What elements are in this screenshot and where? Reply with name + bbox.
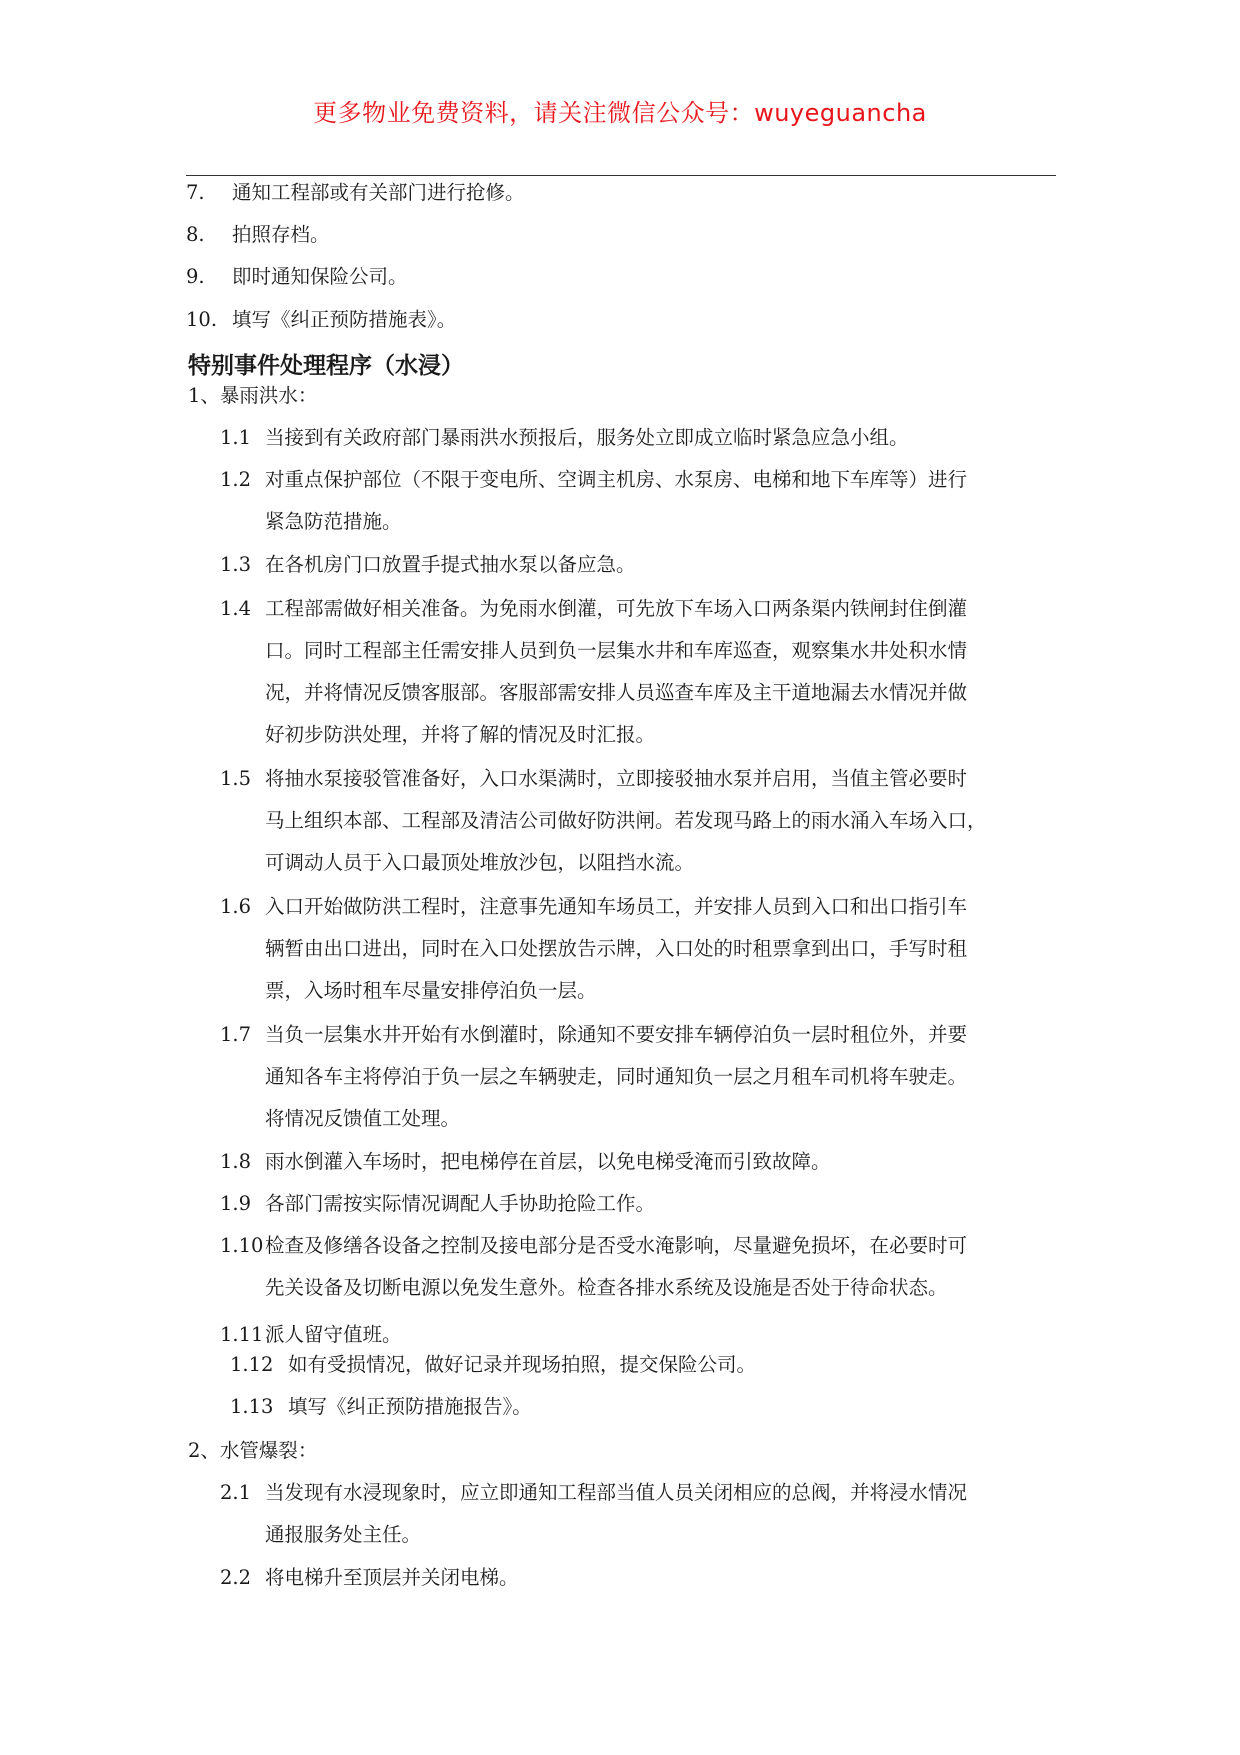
item-text: 填写《纠正预防措施报告》。 [288,1395,532,1418]
list-text: 即时通知保险公司。 [232,265,408,288]
list-item [220,1233,967,1259]
list-item [220,596,967,622]
item-text: 各部门需按实际情况调配人手协助抢险工作。 [265,1192,656,1215]
item-text-continued: 先关设备及切断电源以免发生意外。检查各排水系统及设施是否处于待命状态。 [265,1276,948,1299]
item-text-continued: 况，并将情况反馈客服部。客服部需安排人员巡查车库及主干道地漏去水情况并做 [265,681,968,704]
item-text-continued: 辆暂由出口进出，同时在入口处摆放告示牌，入口处的时租票拿到出口，手写时租 [265,937,968,960]
list-item [220,1565,519,1591]
item-number: 1.13 [230,1395,274,1418]
list-item [186,180,525,206]
item-number: 1.2 [220,468,252,491]
item-number: 1.8 [220,1150,252,1173]
item-text: 入口开始做防洪工程时，注意事先通知车场员工，并安排人员到入口和出口指引车 [265,895,968,918]
list-item [220,766,967,792]
item-text: 将电梯升至顶层并关闭电梯。 [265,1566,519,1589]
item-number: 1.12 [230,1353,274,1376]
list-number: 9. [186,265,205,288]
list-text: 通知工程部或有关部门进行抢修。 [232,181,525,204]
item-text: 将抽水泵接驳管准备好，入口水渠满时，立即接驳抽水泵并启用，当值主管必要时 [265,767,968,790]
item-number: 1.1 [220,426,252,449]
list-number: 8. [186,223,205,246]
item-text-continued: 通报服务处主任。 [265,1523,422,1546]
item-text: 当发现有水浸现象时，应立即通知工程部当值人员关闭相应的总阀，并将浸水情况 [265,1481,968,1504]
item-text-continued: 可调动人员于入口最顶处堆放沙包，以阻挡水流。 [265,851,695,874]
list-text: 填写《纠正预防措施表》。 [232,308,457,331]
item-number: 1.10 [220,1234,264,1257]
item-text: 对重点保护部位（不限于变电所、空调主机房、水泵房、电梯和地下车库等）进行 [265,468,968,491]
list-number: 10. [186,308,218,331]
item-text-continued: 票，入场时租车尽量安排停泊负一层。 [265,979,597,1002]
list-item [220,1480,967,1506]
list-item [220,552,636,578]
list-item [220,467,967,493]
item-text: 当接到有关政府部门暴雨洪水预报后，服务处立即成立临时紧急应急小组。 [265,426,909,449]
item-text-continued: 紧急防范措施。 [265,510,402,533]
item-number: 2.1 [220,1481,252,1504]
item-text-continued: 将情况反馈值工处理。 [265,1107,461,1130]
item-number: 1.7 [220,1023,252,1046]
item-text: 当负一层集水井开始有水倒灌时，除通知不要安排车辆停泊负一层时租位外，并要 [265,1023,968,1046]
list-item [186,307,456,333]
item-text: 工程部需做好相关准备。为免雨水倒灌，可先放下车场入口两条渠内铁闸封住倒灌 [265,597,968,620]
section-title: 1、暴雨洪水： [188,384,318,407]
item-text-continued: 通知各车主将停泊于负一层之车辆驶走，同时通知负一层之月租车司机将车驶走。 [265,1065,968,1088]
item-number: 1.4 [220,597,252,620]
item-number: 1.3 [220,553,252,576]
item-number: 2.2 [220,1566,252,1589]
list-item [220,1191,655,1217]
list-item [220,1149,831,1175]
item-number: 1.5 [220,767,252,790]
item-number: 1.11 [220,1323,264,1346]
list-text: 拍照存档。 [232,223,330,246]
list-item [220,425,909,451]
list-item [220,894,967,920]
list-item [220,1322,402,1348]
item-text: 在各机房门口放置手提式抽水泵以备应急。 [265,553,636,576]
item-text: 派人留守值班。 [265,1323,402,1346]
list-item [230,1394,532,1420]
item-text-continued: 马上组织本部、工程部及清洁公司做好防洪闸。若发现马路上的雨水涌入车场入口， [265,809,987,832]
section-title: 2、水管爆裂： [188,1439,318,1462]
item-text-continued: 口。同时工程部主任需安排人员到负一层集水井和车库巡查，观察集水井处积水情 [265,639,968,662]
item-text: 检查及修缮各设备之控制及接电部分是否受水淹影响，尽量避免损坏，在必要时可 [265,1234,968,1257]
item-text: 雨水倒灌入车场时，把电梯停在首层，以免电梯受淹而引致故障。 [265,1150,831,1173]
item-text: 如有受损情况，做好记录并现场拍照，提交保险公司。 [288,1353,757,1376]
list-number: 7. [186,181,205,204]
list-item [186,264,408,290]
list-item [186,222,330,248]
promo-banner: 更多物业免费资料，请关注微信公众号：wuyeguancha [313,99,927,127]
item-number: 1.9 [220,1192,252,1215]
section-heading: 特别事件处理程序（水浸） [188,353,464,379]
list-item [220,1022,967,1048]
item-text-continued: 好初步防洪处理，并将了解的情况及时汇报。 [265,723,656,746]
list-item [230,1352,756,1378]
item-number: 1.6 [220,895,252,918]
